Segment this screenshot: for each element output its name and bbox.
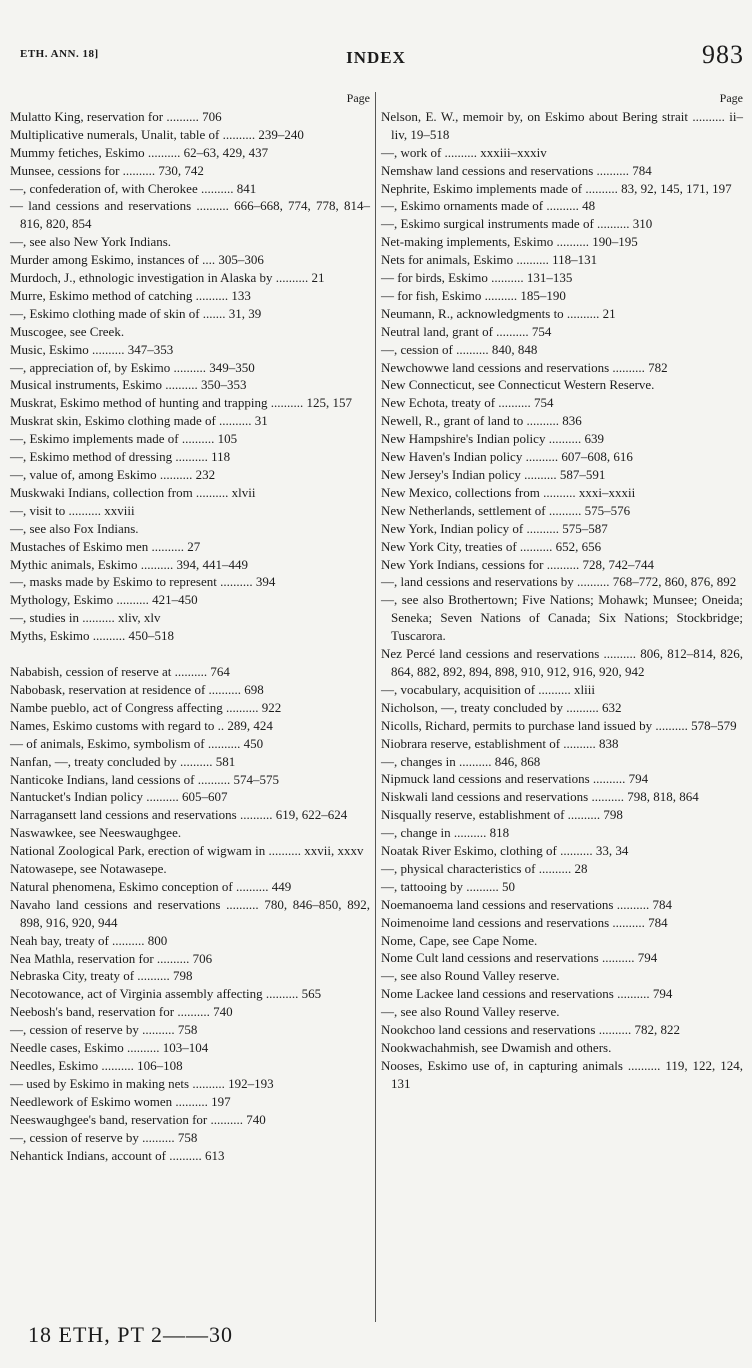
page-number: 983 [702, 40, 744, 69]
index-entry: —, see also Round Valley reserve. [381, 968, 560, 984]
index-entry: Mythology, Eskimo .......... 421–450 [10, 592, 198, 608]
index-entry: National Zoological Park, erection of wigwam in .......... xxvii, xxxv [10, 843, 364, 859]
index-entry: Neeswaughgee's band, reservation for .......... 740 [10, 1111, 266, 1127]
index-entry: Mustaches of Eskimo men .......... 27 [10, 538, 201, 554]
index-entry: —, changes in .......... 846, 868 [381, 753, 541, 769]
page-column-label: Page [346, 91, 370, 105]
index-entry: Nanticoke Indians, land cessions of .......... 574–575 [10, 771, 279, 787]
index-entry: Nets for animals, Eskimo .......... 118–131 [381, 252, 598, 268]
index-entry: Nephrite, Eskimo implements made of .......... 83, 92, 145, 171, 197 [381, 180, 732, 196]
column-divider [375, 92, 376, 1322]
index-entry: —, cession of reserve by .......... 758 [10, 1022, 198, 1038]
index-entry: —, visit to .......... xxviii [10, 502, 135, 518]
index-entry: Nehantick Indians, account of .......... 613 [10, 1147, 225, 1163]
index-entry: Noimenoime land cessions and reservations .......... 784 [381, 914, 668, 930]
index-entry: Nicolls, Richard, permits to purchase land issued by .......... 578–579 [381, 717, 737, 733]
index-column-left [10, 90, 370, 1164]
index-entry: —, appreciation of, by Eskimo .......... 349–350 [10, 359, 255, 375]
index-entry: New Connecticut, see Connecticut Western Reserve. [381, 377, 655, 393]
index-entry: Neumann, R., acknowledgments to .......... 21 [381, 305, 616, 321]
index-entry: Nelson, E. W., memoir by, on Eskimo about Bering strait .......... ii–liv, 19–518 [381, 108, 743, 142]
index-entry: —, see also New York Indians. [10, 234, 172, 250]
index-entry: —, Eskimo ornaments made of .......... 48 [381, 198, 596, 214]
index-entry: New Hampshire's Indian policy .......... 639 [381, 431, 604, 447]
index-entry: New York Indians, cessions for .......... 728, 742–744 [381, 556, 654, 572]
index-entry: Nooses, Eskimo use of, in capturing animals .......... 119, 122, 124, 131 [381, 1057, 743, 1091]
index-entry: Net-making implements, Eskimo .......... 190–195 [381, 234, 638, 250]
index-entry: —, work of .......... xxxiii–xxxiv [381, 144, 547, 160]
index-entry: Neutral land, grant of .......... 754 [381, 323, 552, 339]
index-column-right [381, 90, 743, 1093]
index-entry: Music, Eskimo .......... 347–353 [10, 341, 174, 357]
signature-mark: 18 ETH, PT 2——30 [28, 1322, 234, 1347]
index-entry: Nambe pueblo, act of Congress affecting .......... 922 [10, 699, 282, 715]
index-entry: Natural phenomena, Eskimo conception of .......... 449 [10, 878, 292, 894]
index-entry: Nome, Cape, see Cape Nome. [381, 932, 538, 948]
index-entry: —, Eskimo surgical instruments made of .......... 310 [381, 216, 653, 232]
index-entry: — of animals, Eskimo, symbolism of .......... 450 [10, 735, 264, 751]
index-entry: — land cessions and reservations .......... 666–668, 774, 778, 814–816, 820, 854 [10, 198, 370, 232]
index-entry: —, Eskimo method of dressing .......... 118 [10, 449, 231, 465]
index-entry: Murder among Eskimo, instances of .... 305–306 [10, 252, 264, 268]
index-entry: —, Eskimo implements made of .......... 105 [10, 431, 238, 447]
index-entry: —, change in .......... 818 [381, 825, 510, 841]
index-entry: Nipmuck land cessions and reservations .......... 794 [381, 771, 649, 787]
index-entry: New Netherlands, settlement of .......... 575–576 [381, 502, 631, 518]
index-entry: — used by Eskimo in making nets .......... 192–193 [10, 1075, 274, 1091]
index-entry: —, cession of .......... 840, 848 [381, 341, 538, 357]
index-entry: Nemshaw land cessions and reservations .......... 784 [381, 162, 652, 178]
index-entry: —, cession of reserve by .......... 758 [10, 1129, 198, 1145]
letter-gap [10, 645, 370, 663]
index-entry: Noemanoema land cessions and reservations .......... 784 [381, 896, 672, 912]
index-entry: Nookwachahmish, see Dwamish and others. [381, 1040, 612, 1056]
index-entry: —, see also Brothertown; Five Nations; Mohawk; Munsee; Oneida; Seneka; Seven Nations of Canada; Six Nations; Stockbridge; Tuscarora. [381, 592, 743, 644]
index-entry: Needles, Eskimo .......... 106–108 [10, 1058, 183, 1074]
index-entry: —, masks made by Eskimo to represent .......... 394 [10, 574, 276, 590]
index-entry: —, tattooing by .......... 50 [381, 878, 515, 894]
index-entry: Neebosh's band, reservation for .......... 740 [10, 1004, 233, 1020]
header-journal-ref: ETH. ANN. 18] [20, 48, 99, 60]
index-entry: Needlework of Eskimo women .......... 197 [10, 1093, 231, 1109]
index-entry: Nookchoo land cessions and reservations .......... 782, 822 [381, 1022, 680, 1038]
index-entry: Mummy fetiches, Eskimo .......... 62–63, 429, 437 [10, 144, 269, 160]
index-entry: Nome Lackee land cessions and reservations .......... 794 [381, 986, 673, 1002]
index-entry: Nez Percé land cessions and reservations .......... 806, 812–814, 826, 864, 882, 892, 894, 898, 910, 912, 916, 920, 942 [381, 646, 743, 679]
index-entry: Nababish, cession of reserve at .......... 764 [10, 664, 230, 680]
index-entry: —, physical characteristics of .......... 28 [381, 860, 588, 876]
index-entry: Murre, Eskimo method of catching .......... 133 [10, 287, 251, 303]
index-entry: Necotowance, act of Virginia assembly affecting .......... 565 [10, 986, 322, 1002]
index-entry: Mythic animals, Eskimo .......... 394, 441–449 [10, 556, 248, 572]
index-entry: Musical instruments, Eskimo .......... 350–353 [10, 377, 247, 393]
index-entry: Newchowwe land cessions and reservations .......... 782 [381, 359, 668, 375]
page-column-label: Page [719, 91, 743, 105]
index-entry: Neah bay, treaty of .......... 800 [10, 932, 168, 948]
index-entry: New Haven's Indian policy .......... 607–608, 616 [381, 449, 633, 465]
index-entry: —, value of, among Eskimo .......... 232 [10, 467, 216, 483]
index-entry: Niobrara reserve, establishment of .......... 838 [381, 735, 619, 751]
index-entry: Nisqually reserve, establishment of .......... 798 [381, 807, 623, 823]
index-entry: Nicholson, —, treaty concluded by .......... 632 [381, 699, 622, 715]
index-entry: —, see also Round Valley reserve. [381, 1004, 560, 1020]
index-entry: Navaho land cessions and reservations .......... 780, 846–850, 892, 898, 916, 920, 944 [10, 896, 370, 930]
index-entry: —, land cessions and reservations by .......... 768–772, 860, 876, 892 [381, 574, 737, 590]
index-entry: New York, Indian policy of .......... 575–587 [381, 520, 608, 536]
index-entry: Muskrat, Eskimo method of hunting and trapping .......... 125, 157 [10, 395, 352, 411]
index-entry: Names, Eskimo customs with regard to .. 289, 424 [10, 717, 273, 733]
index-entry: — for fish, Eskimo .......... 185–190 [381, 287, 566, 303]
index-entry: Niskwali land cessions and reservations .......... 798, 818, 864 [381, 789, 699, 805]
index-entry: —, confederation of, with Cherokee .......... 841 [10, 180, 257, 196]
index-entry: Naswawkee, see Neeswaughgee. [10, 825, 182, 841]
index-entry: —, studies in .......... xliv, xlv [10, 610, 161, 626]
index-entry: New Jersey's Indian policy .......... 587–591 [381, 467, 606, 483]
index-entry: Newell, R., grant of land to .......... 836 [381, 413, 582, 429]
header-title: INDEX [346, 48, 406, 67]
index-entry: Nantucket's Indian policy .......... 605–607 [10, 789, 228, 805]
index-entry: Munsee, cessions for .......... 730, 742 [10, 162, 204, 178]
index-entry: —, vocabulary, acquisition of .......... xliii [381, 681, 595, 697]
index-entry: —, see also Fox Indians. [10, 520, 139, 536]
index-entry: — for birds, Eskimo .......... 131–135 [381, 270, 573, 286]
index-entry: Murdoch, J., ethnologic investigation in Alaska by .......... 21 [10, 270, 325, 286]
index-entry: —, Eskimo clothing made of skin of ....... 31, 39 [10, 305, 262, 321]
index-entry: Nabobask, reservation at residence of .......... 698 [10, 681, 264, 697]
index-entry: New York City, treaties of .......... 652, 656 [381, 538, 602, 554]
index-entry: Muskwaki Indians, collection from .......... xlvii [10, 484, 256, 500]
index-entry: Myths, Eskimo .......... 450–518 [10, 628, 174, 644]
index-entry: Nebraska City, treaty of .......... 798 [10, 968, 193, 984]
index-entry: Nea Mathla, reservation for .......... 706 [10, 950, 213, 966]
index-entry: Noatak River Eskimo, clothing of .......... 33, 34 [381, 843, 629, 859]
index-entry: Nome Cult land cessions and reservations .......... 794 [381, 950, 658, 966]
index-entry: New Mexico, collections from .......... xxxi–xxxii [381, 484, 636, 500]
index-entry: Nanfan, —, treaty concluded by .......... 581 [10, 753, 236, 769]
index-entry: Muskrat skin, Eskimo clothing made of .......... 31 [10, 413, 268, 429]
index-entry: Needle cases, Eskimo .......... 103–104 [10, 1040, 209, 1056]
index-entry: Multiplicative numerals, Unalit, table of .......... 239–240 [10, 126, 304, 142]
index-entry: Natowasepe, see Notawasepe. [10, 861, 167, 877]
index-entry: Narragansett land cessions and reservations .......... 619, 622–624 [10, 807, 348, 823]
running-header [0, 40, 752, 80]
index-entry: New Echota, treaty of .......... 754 [381, 395, 554, 411]
index-entry: Mulatto King, reservation for .......... 706 [10, 108, 222, 124]
index-entry: Muscogee, see Creek. [10, 323, 125, 339]
